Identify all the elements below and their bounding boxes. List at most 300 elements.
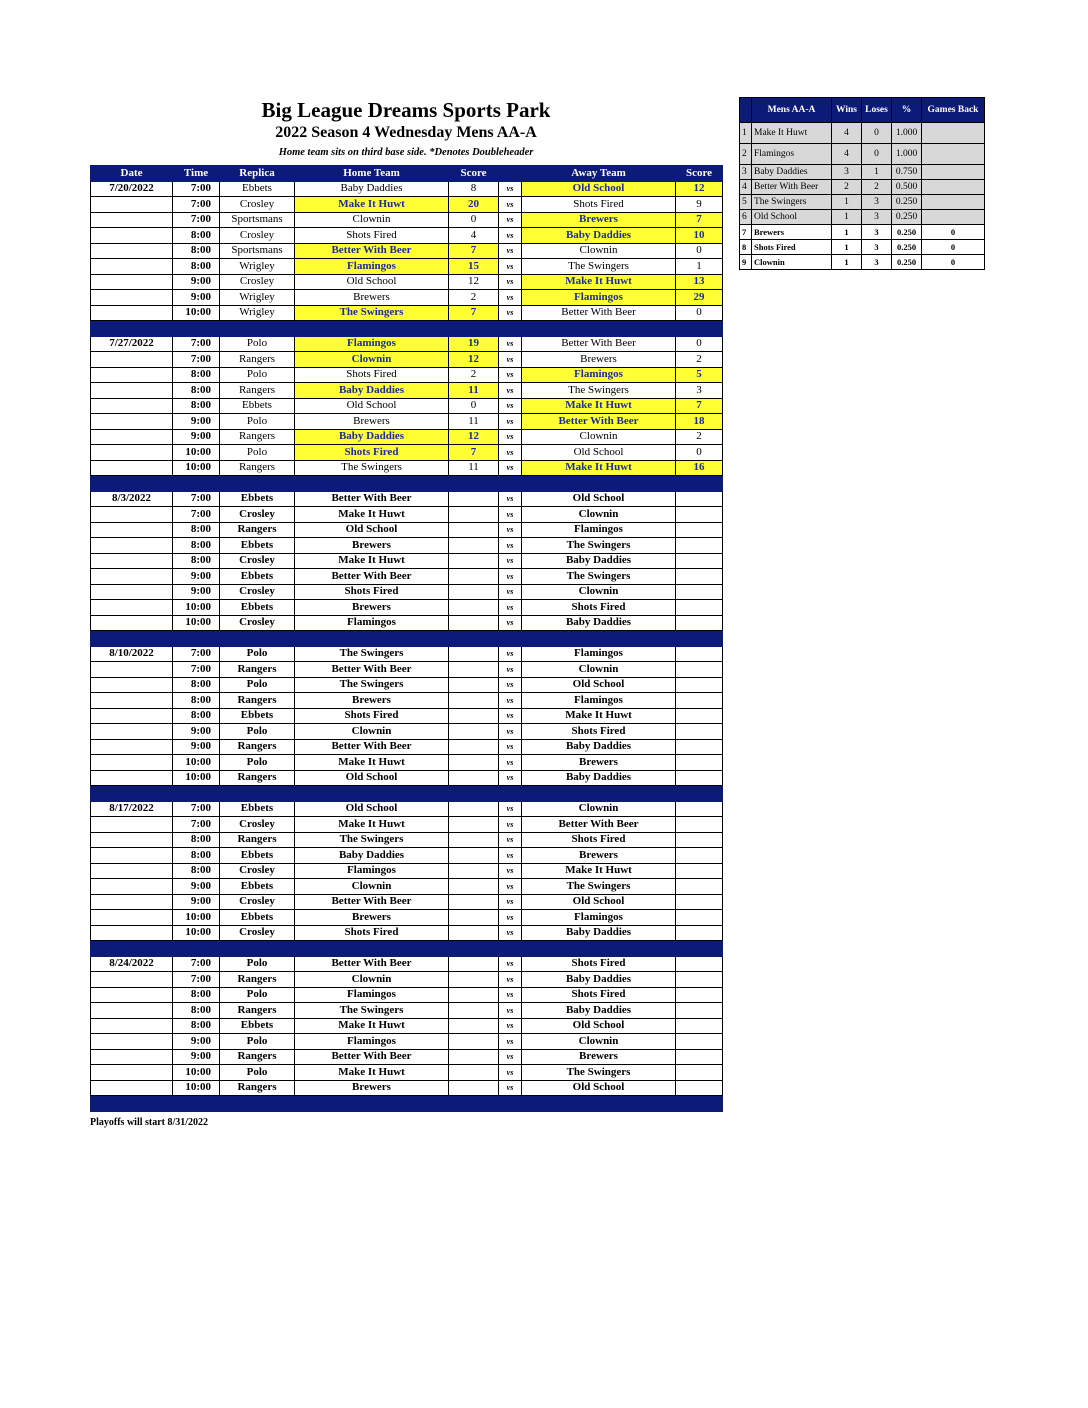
standings-col-pct: % xyxy=(892,98,922,123)
away-score xyxy=(676,879,723,895)
table-row xyxy=(91,708,723,724)
game-field: Polo xyxy=(220,1065,295,1081)
game-date xyxy=(91,1034,173,1050)
col-time: Time xyxy=(173,166,220,182)
away-team: Shots Fired xyxy=(522,832,676,848)
game-field: Polo xyxy=(220,646,295,662)
away-score: 9 xyxy=(676,197,723,213)
table-row xyxy=(91,925,723,941)
standings-wins: 1 xyxy=(832,255,862,270)
table-row xyxy=(91,1065,723,1081)
table-row xyxy=(91,1003,723,1019)
col-home-score: Score xyxy=(449,166,499,182)
home-score xyxy=(449,615,499,631)
away-team: Make It Huwt xyxy=(522,708,676,724)
game-date xyxy=(91,693,173,709)
away-score xyxy=(676,491,723,507)
vs-label: vs xyxy=(499,1034,522,1050)
game-date: 8/10/2022 xyxy=(91,646,173,662)
away-score xyxy=(676,848,723,864)
away-score xyxy=(676,739,723,755)
away-team: Shots Fired xyxy=(522,197,676,213)
game-time: 9:00 xyxy=(173,724,220,740)
game-field: Ebbets xyxy=(220,398,295,414)
away-team: Brewers xyxy=(522,848,676,864)
away-team: Flamingos xyxy=(522,290,676,306)
vs-label: vs xyxy=(499,1065,522,1081)
game-field: Ebbets xyxy=(220,879,295,895)
table-row xyxy=(91,259,723,275)
home-score xyxy=(449,662,499,678)
away-team: Baby Daddies xyxy=(522,615,676,631)
home-score xyxy=(449,600,499,616)
standings-wins: 1 xyxy=(832,240,862,255)
home-team: Brewers xyxy=(295,693,449,709)
standings-team: Flamingos xyxy=(752,144,832,165)
table-row xyxy=(91,336,723,352)
col-home-team: Home Team xyxy=(295,166,449,182)
game-field: Crosley xyxy=(220,925,295,941)
table-row xyxy=(91,987,723,1003)
game-date xyxy=(91,290,173,306)
table-row xyxy=(91,445,723,461)
away-score xyxy=(676,615,723,631)
vs-label: vs xyxy=(499,259,522,275)
col-vs xyxy=(499,166,522,182)
table-row xyxy=(91,863,723,879)
game-field: Rangers xyxy=(220,739,295,755)
game-date xyxy=(91,972,173,988)
away-score xyxy=(676,553,723,569)
table-row xyxy=(91,212,723,228)
standings-loses: 3 xyxy=(862,240,892,255)
home-team: Better With Beer xyxy=(295,569,449,585)
vs-label: vs xyxy=(499,832,522,848)
standings-wins: 2 xyxy=(832,180,862,195)
away-score xyxy=(676,894,723,910)
away-team: Baby Daddies xyxy=(522,770,676,786)
vs-label: vs xyxy=(499,693,522,709)
separator-cell xyxy=(676,941,723,957)
away-team: Clownin xyxy=(522,1034,676,1050)
away-score: 12 xyxy=(676,181,723,197)
home-team: Old School xyxy=(295,801,449,817)
standings-loses: 3 xyxy=(862,225,892,240)
vs-label: vs xyxy=(499,910,522,926)
home-score xyxy=(449,956,499,972)
table-row xyxy=(91,228,723,244)
separator-cell xyxy=(449,476,499,492)
vs-label: vs xyxy=(499,460,522,476)
standings-loses: 3 xyxy=(862,210,892,225)
table-row xyxy=(91,383,723,399)
standings-team: The Swingers xyxy=(752,195,832,210)
vs-label: vs xyxy=(499,352,522,368)
game-field: Sportsmans xyxy=(220,243,295,259)
separator-cell xyxy=(91,786,173,802)
home-team: Make It Huwt xyxy=(295,553,449,569)
separator-cell xyxy=(220,1096,295,1112)
away-score xyxy=(676,972,723,988)
standings-col-loses: Loses xyxy=(862,98,892,123)
away-score: 2 xyxy=(676,429,723,445)
away-team: Old School xyxy=(522,1080,676,1096)
vs-label: vs xyxy=(499,817,522,833)
standings-pct: 0.250 xyxy=(892,195,922,210)
home-team: Better With Beer xyxy=(295,243,449,259)
game-date xyxy=(91,553,173,569)
separator-cell xyxy=(91,941,173,957)
vs-label: vs xyxy=(499,429,522,445)
away-score xyxy=(676,910,723,926)
game-date xyxy=(91,460,173,476)
standings-team: Brewers xyxy=(752,225,832,240)
home-team: Shots Fired xyxy=(295,367,449,383)
col-date: Date xyxy=(91,166,173,182)
home-team: The Swingers xyxy=(295,305,449,321)
away-team: Old School xyxy=(522,491,676,507)
table-row xyxy=(91,910,723,926)
home-score: 8 xyxy=(449,181,499,197)
separator-cell xyxy=(91,321,173,337)
standings-games-back xyxy=(922,195,985,210)
vs-label: vs xyxy=(499,1003,522,1019)
game-field: Wrigley xyxy=(220,290,295,306)
away-team: Flamingos xyxy=(522,367,676,383)
home-team: Shots Fired xyxy=(295,228,449,244)
away-score xyxy=(676,522,723,538)
away-score xyxy=(676,646,723,662)
standings-wins: 1 xyxy=(832,225,862,240)
separator-cell xyxy=(220,321,295,337)
away-team: Clownin xyxy=(522,801,676,817)
separator-cell xyxy=(449,631,499,647)
game-field: Rangers xyxy=(220,1080,295,1096)
game-field: Polo xyxy=(220,677,295,693)
separator-cell xyxy=(449,1096,499,1112)
home-score xyxy=(449,832,499,848)
home-score xyxy=(449,879,499,895)
home-team: Baby Daddies xyxy=(295,383,449,399)
separator-cell xyxy=(173,941,220,957)
separator-cell xyxy=(499,786,522,802)
vs-label: vs xyxy=(499,181,522,197)
standings-pct: 1.000 xyxy=(892,123,922,144)
game-date xyxy=(91,429,173,445)
away-team: Make It Huwt xyxy=(522,274,676,290)
table-row xyxy=(91,274,723,290)
table-row xyxy=(91,1034,723,1050)
table-row xyxy=(91,677,723,693)
home-score xyxy=(449,1034,499,1050)
separator-cell xyxy=(522,476,676,492)
home-score xyxy=(449,538,499,554)
standings-wins: 1 xyxy=(832,195,862,210)
game-field: Rangers xyxy=(220,460,295,476)
game-time: 10:00 xyxy=(173,600,220,616)
game-time: 7:00 xyxy=(173,646,220,662)
separator-cell xyxy=(220,941,295,957)
vs-label: vs xyxy=(499,987,522,1003)
game-time: 7:00 xyxy=(173,197,220,213)
standings-pct: 0.250 xyxy=(892,240,922,255)
away-score xyxy=(676,925,723,941)
standings-col-games-back: Games Back xyxy=(922,98,985,123)
game-time: 9:00 xyxy=(173,274,220,290)
home-team: Brewers xyxy=(295,600,449,616)
home-score: 20 xyxy=(449,197,499,213)
playoffs-note: Playoffs will start 8/31/2022 xyxy=(90,1117,209,1128)
vs-label: vs xyxy=(499,770,522,786)
game-date xyxy=(91,243,173,259)
vs-label: vs xyxy=(499,290,522,306)
away-team: Brewers xyxy=(522,352,676,368)
table-row xyxy=(91,739,723,755)
game-field: Ebbets xyxy=(220,569,295,585)
standings-games-back: 0 xyxy=(922,225,985,240)
home-score xyxy=(449,987,499,1003)
separator-cell xyxy=(295,1096,449,1112)
away-team: Clownin xyxy=(522,429,676,445)
away-team: Brewers xyxy=(522,1049,676,1065)
home-score xyxy=(449,507,499,523)
game-date xyxy=(91,1049,173,1065)
home-team: The Swingers xyxy=(295,646,449,662)
home-team: Shots Fired xyxy=(295,584,449,600)
table-row xyxy=(91,367,723,383)
home-score: 7 xyxy=(449,305,499,321)
standings-row xyxy=(740,210,985,225)
game-time: 7:00 xyxy=(173,352,220,368)
standings-row xyxy=(740,195,985,210)
standings-row xyxy=(740,240,985,255)
game-field: Ebbets xyxy=(220,538,295,554)
separator-cell xyxy=(91,631,173,647)
col-away-team: Away Team xyxy=(522,166,676,182)
game-date xyxy=(91,987,173,1003)
away-team: Clownin xyxy=(522,662,676,678)
game-time: 7:00 xyxy=(173,956,220,972)
standings-row xyxy=(740,144,985,165)
away-score xyxy=(676,584,723,600)
home-team: Better With Beer xyxy=(295,956,449,972)
vs-label: vs xyxy=(499,739,522,755)
home-team: Shots Fired xyxy=(295,445,449,461)
game-date xyxy=(91,383,173,399)
home-score: 19 xyxy=(449,336,499,352)
standings-loses: 3 xyxy=(862,255,892,270)
away-score xyxy=(676,1018,723,1034)
game-field: Crosley xyxy=(220,817,295,833)
table-row xyxy=(91,600,723,616)
separator-cell xyxy=(522,321,676,337)
game-field: Polo xyxy=(220,414,295,430)
separator-cell xyxy=(676,476,723,492)
table-row xyxy=(91,491,723,507)
home-team: Brewers xyxy=(295,414,449,430)
away-score xyxy=(676,801,723,817)
home-team: The Swingers xyxy=(295,677,449,693)
col-away-score: Score xyxy=(676,166,723,182)
game-date xyxy=(91,1065,173,1081)
separator-cell xyxy=(220,476,295,492)
table-row xyxy=(91,1018,723,1034)
away-team: Flamingos xyxy=(522,646,676,662)
vs-label: vs xyxy=(499,243,522,259)
away-team: Baby Daddies xyxy=(522,925,676,941)
home-score xyxy=(449,569,499,585)
away-score: 10 xyxy=(676,228,723,244)
away-team: The Swingers xyxy=(522,259,676,275)
game-date xyxy=(91,832,173,848)
game-date xyxy=(91,708,173,724)
table-row xyxy=(91,817,723,833)
separator-cell xyxy=(522,941,676,957)
home-team: The Swingers xyxy=(295,1003,449,1019)
game-date: 7/20/2022 xyxy=(91,181,173,197)
standings-loses: 0 xyxy=(862,144,892,165)
home-score xyxy=(449,708,499,724)
away-team: Brewers xyxy=(522,755,676,771)
home-score xyxy=(449,972,499,988)
away-team: Clownin xyxy=(522,584,676,600)
home-team: Shots Fired xyxy=(295,708,449,724)
away-team: Better With Beer xyxy=(522,817,676,833)
week-separator xyxy=(91,786,723,802)
away-team: Flamingos xyxy=(522,693,676,709)
standings-team: Clownin xyxy=(752,255,832,270)
away-score xyxy=(676,832,723,848)
game-date xyxy=(91,259,173,275)
week-separator xyxy=(91,1096,723,1112)
home-score xyxy=(449,693,499,709)
away-score xyxy=(676,956,723,972)
separator-cell xyxy=(173,786,220,802)
home-team: Clownin xyxy=(295,724,449,740)
game-time: 9:00 xyxy=(173,429,220,445)
table-row xyxy=(91,646,723,662)
separator-cell xyxy=(449,321,499,337)
vs-label: vs xyxy=(499,894,522,910)
home-score xyxy=(449,1018,499,1034)
game-date xyxy=(91,879,173,895)
game-field: Crosley xyxy=(220,507,295,523)
separator-cell xyxy=(676,321,723,337)
separator-cell xyxy=(220,631,295,647)
game-time: 7:00 xyxy=(173,817,220,833)
game-time: 7:00 xyxy=(173,181,220,197)
game-time: 8:00 xyxy=(173,693,220,709)
standings-wins: 4 xyxy=(832,123,862,144)
table-row xyxy=(91,848,723,864)
page-title: Big League Dreams Sports Park xyxy=(261,98,551,122)
away-team: Baby Daddies xyxy=(522,1003,676,1019)
away-score xyxy=(676,507,723,523)
game-time: 10:00 xyxy=(173,1065,220,1081)
vs-label: vs xyxy=(499,569,522,585)
home-score xyxy=(449,522,499,538)
game-time: 10:00 xyxy=(173,925,220,941)
game-field: Ebbets xyxy=(220,1018,295,1034)
home-team: Better With Beer xyxy=(295,662,449,678)
standings-team: Make It Huwt xyxy=(752,123,832,144)
home-team: Baby Daddies xyxy=(295,429,449,445)
away-score xyxy=(676,863,723,879)
vs-label: vs xyxy=(499,600,522,616)
game-time: 8:00 xyxy=(173,708,220,724)
home-score xyxy=(449,1065,499,1081)
game-field: Rangers xyxy=(220,693,295,709)
home-score: 12 xyxy=(449,352,499,368)
separator-cell xyxy=(295,631,449,647)
away-score: 7 xyxy=(676,398,723,414)
game-time: 9:00 xyxy=(173,894,220,910)
vs-label: vs xyxy=(499,615,522,631)
game-field: Rangers xyxy=(220,1049,295,1065)
separator-cell xyxy=(295,786,449,802)
game-date xyxy=(91,755,173,771)
table-row xyxy=(91,584,723,600)
standings-rank: 7 xyxy=(740,225,752,240)
game-field: Crosley xyxy=(220,197,295,213)
game-date xyxy=(91,445,173,461)
away-team: Old School xyxy=(522,1018,676,1034)
game-field: Rangers xyxy=(220,832,295,848)
game-field: Wrigley xyxy=(220,259,295,275)
game-field: Rangers xyxy=(220,352,295,368)
game-time: 7:00 xyxy=(173,507,220,523)
standings-wins: 3 xyxy=(832,165,862,180)
home-score: 4 xyxy=(449,228,499,244)
home-team: Brewers xyxy=(295,538,449,554)
home-score xyxy=(449,584,499,600)
game-time: 8:00 xyxy=(173,243,220,259)
game-time: 10:00 xyxy=(173,770,220,786)
home-team: Make It Huwt xyxy=(295,1065,449,1081)
standings-wins: 4 xyxy=(832,144,862,165)
game-field: Crosley xyxy=(220,584,295,600)
game-time: 8:00 xyxy=(173,538,220,554)
home-team: Clownin xyxy=(295,212,449,228)
game-field: Crosley xyxy=(220,553,295,569)
standings-team: Better With Beer xyxy=(752,180,832,195)
game-time: 9:00 xyxy=(173,290,220,306)
separator-cell xyxy=(295,476,449,492)
game-time: 9:00 xyxy=(173,879,220,895)
game-time: 10:00 xyxy=(173,445,220,461)
game-time: 7:00 xyxy=(173,972,220,988)
away-score: 3 xyxy=(676,383,723,399)
vs-label: vs xyxy=(499,879,522,895)
table-row xyxy=(91,429,723,445)
table-row xyxy=(91,538,723,554)
away-team: Clownin xyxy=(522,243,676,259)
separator-cell xyxy=(220,786,295,802)
vs-label: vs xyxy=(499,956,522,972)
vs-label: vs xyxy=(499,925,522,941)
col-replica: Replica xyxy=(220,166,295,182)
game-field: Crosley xyxy=(220,894,295,910)
away-team: The Swingers xyxy=(522,879,676,895)
away-team: Old School xyxy=(522,677,676,693)
game-field: Rangers xyxy=(220,662,295,678)
standings-col-pos xyxy=(740,98,752,123)
separator-cell xyxy=(295,321,449,337)
table-row xyxy=(91,1049,723,1065)
separator-cell xyxy=(499,941,522,957)
game-date xyxy=(91,522,173,538)
standings-rank: 9 xyxy=(740,255,752,270)
